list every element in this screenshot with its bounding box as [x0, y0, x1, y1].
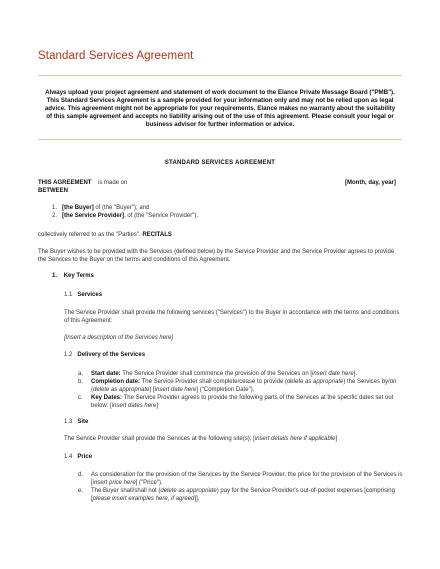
section-number: 1.3	[64, 419, 73, 425]
party-label: [the Buyer]	[62, 205, 94, 211]
item-label: Key Dates:	[91, 395, 123, 401]
section-1-1-heading	[64, 292, 102, 300]
delivery-item-completion-date	[91, 379, 404, 394]
disclaimer-line-1: Always upload your project agreement and statement of work document to the Elance Private Message Board ("PMB").	[45, 89, 395, 96]
this-agreement-label: THIS AGREEMENT	[38, 180, 92, 186]
section-number: 1.4	[64, 454, 73, 460]
item-text: ].	[353, 371, 358, 377]
item-text: ) the Services by/on (	[91, 379, 397, 393]
section-1-2-heading	[64, 352, 145, 360]
section-1-heading	[52, 273, 94, 281]
section-number: 1.1	[64, 292, 73, 298]
section-1-4-heading	[64, 454, 92, 462]
site-placeholder: insert details here if applicable	[254, 436, 336, 442]
item-text: ] ("Completion Date").	[196, 386, 255, 393]
item-placeholder: delete as appropriate	[286, 379, 344, 385]
site-text: The Service Provider shall provide the Services at the following site(s): [	[64, 436, 255, 442]
party-service-provider	[52, 213, 198, 221]
item-placeholder: delete as appropriate	[160, 488, 217, 494]
item-placeholder: please insert examples here, if agreed	[92, 495, 195, 502]
item-placeholder: insert dates here	[111, 402, 157, 409]
delivery-item-key-dates	[91, 395, 404, 410]
agreement-date-placeholder: [Month, day, year]	[345, 180, 396, 186]
site-paragraph	[64, 436, 337, 444]
delivery-item-letter: b.	[78, 379, 84, 385]
section-title: Key Terms	[63, 273, 94, 279]
item-label: Start date:	[91, 371, 121, 377]
item-placeholder: insert date here	[154, 386, 197, 393]
party-description: , of (the "Service Provider"),	[124, 213, 199, 219]
delivery-item-letter: a.	[78, 371, 84, 377]
section-title: Site	[77, 419, 89, 425]
item-text: ]	[156, 402, 159, 409]
recitals-paragraph: The Buyer wishes to be provided with the Services (defined below) by the Service Provider and the Service Provider agrees to provide the Services to the Buyer on the terms and conditions of this Agreement.	[38, 249, 395, 263]
services-description-placeholder: [Insert a description of the Services here]	[64, 335, 174, 341]
agreement-heading: STANDARD SERVICES AGREEMENT	[164, 160, 276, 166]
is-made-on-text: is made on	[98, 180, 128, 186]
price-item-letter: d.	[78, 472, 84, 478]
section-title: Delivery of the Services	[77, 352, 146, 358]
item-text: ) [	[149, 386, 155, 393]
disclaimer-line-2: This Standard Services Agreement is a sample provided for your information only and may not be relied upon as legal advice. This agreement might not be appropriate for your requirements. Elance makes no warranty about the suitability of this sample agreement and accepts no liability arising out of the use of this agreement. Please consult your legal or business advisor for further information or advice.	[44, 97, 396, 129]
item-placeholder: insert price here	[92, 479, 136, 486]
section-number: 1.	[52, 273, 58, 279]
item-text: ]].	[194, 495, 200, 502]
item-text: The Service Provider shall complete/cease to provide (	[141, 379, 287, 385]
item-text: As consideration for the provision of the Services by the Service Provider, the price for the provision of the Services is [	[91, 472, 403, 486]
section-number: 1.2	[64, 352, 73, 358]
delivery-item-start-date	[91, 371, 404, 379]
recitals-label: RECITALS	[142, 232, 172, 238]
services-paragraph: The Service Provider shall provide the following services ("Services") to the Buyer in accordance with the terms and conditions of this Agreement:	[64, 310, 400, 324]
party-number: 2.	[52, 213, 58, 219]
collectively-sentence: collectively referred to as the "Parties".	[38, 232, 141, 238]
item-text: The Service Provider shall commence the provision of the Services on [	[122, 371, 312, 377]
bottom-divider	[38, 139, 402, 140]
section-1-3-heading	[64, 419, 88, 427]
party-label: [the Service Provider]	[62, 213, 125, 219]
item-text: ) pay for the Service Provider's out-of-pocket expenses [comprising [	[91, 488, 395, 502]
delivery-item-letter: c.	[78, 395, 83, 401]
price-item-consideration	[91, 472, 404, 487]
price-item-expenses	[91, 488, 404, 503]
price-item-letter: e.	[78, 488, 84, 494]
between-label: BETWEEN	[38, 188, 68, 194]
party-buyer	[52, 205, 149, 213]
party-description: of (the "Buyer"); and	[95, 205, 150, 211]
item-text: The Buyer shall/shall not (	[91, 488, 161, 494]
collectively-text	[38, 232, 172, 240]
item-placeholder: delete as appropriate	[93, 386, 150, 393]
item-text: ] ("Price").	[135, 479, 163, 486]
item-placeholder: insert date here	[312, 371, 354, 377]
item-text: The Service Provider agrees to provide the following parts of the Services at the specific dates set out below: [	[91, 395, 394, 409]
site-text: ]	[335, 436, 338, 442]
top-divider	[38, 75, 402, 76]
item-label: Completion date:	[91, 379, 140, 385]
disclaimer	[44, 89, 396, 129]
section-title: Services	[77, 292, 103, 298]
section-title: Price	[77, 454, 93, 460]
party-number: 1.	[52, 205, 58, 211]
document-title: Standard Services Agreement	[38, 50, 194, 62]
